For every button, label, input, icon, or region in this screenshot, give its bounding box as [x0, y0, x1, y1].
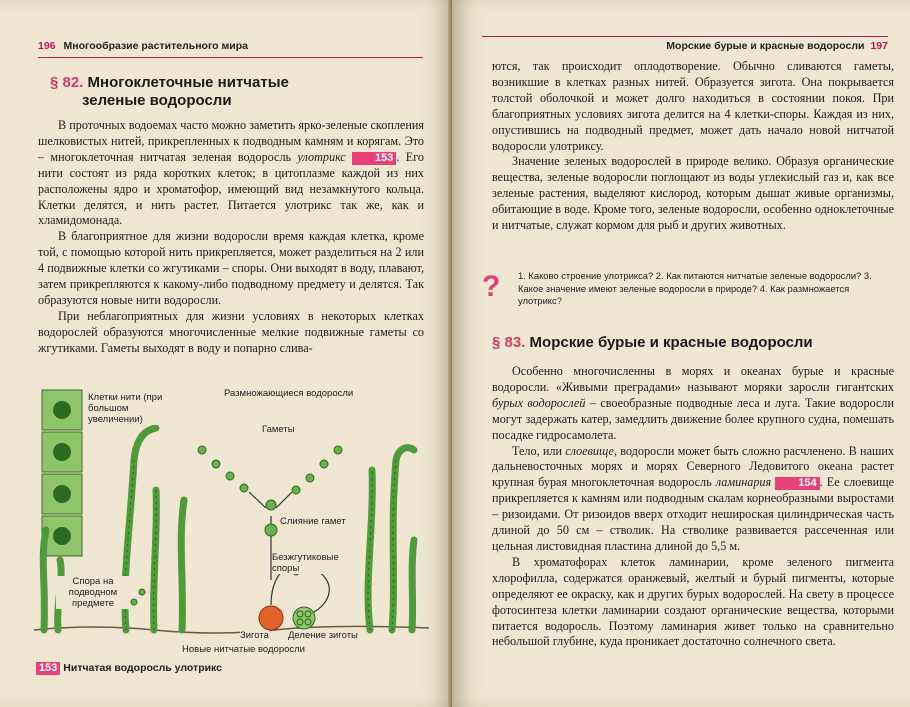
figure-ref-154[interactable]: 154 — [775, 477, 819, 490]
caption-figure-number: 153 — [36, 662, 60, 675]
term-brown-algae: бурых водорослей — [492, 395, 586, 410]
right-head-text: Морские бурые и красные водоросли — [666, 40, 865, 52]
question-mark-icon: ? — [482, 270, 501, 303]
p4-text-a: Тело, или — [512, 443, 566, 458]
left-paragraph-1 — [38, 118, 424, 229]
section-82-title — [50, 74, 289, 110]
left-page-number: 196 — [38, 40, 56, 52]
p3-text-a: Особенно многочисленны в морях и океанах бурые и красные водоросли. «Живыми преградами» называют моряки заросли гигантских — [492, 364, 894, 394]
review-questions: 1. Каково строение улотрикса? 2. Как питаются нитчатые зеленые водоросли? 3. Какое значение имеют зеленые водоросли в природе? 4. Как размножается улотрикс? — [518, 270, 872, 307]
right-paragraph-3 — [492, 364, 894, 444]
zygote — [259, 606, 283, 630]
figure-153-caption — [36, 662, 222, 675]
label-spore-on-object: Спора на подводном предмете — [56, 576, 130, 609]
right-page-number: 197 — [870, 40, 888, 52]
p4-text-c: . Ее слоевище прикрепляется к камням или подводным скалам корнеобразными выростами – ризоидами. От ризоидов вверх отходит нешироская цилиндрическая часть длиной до 50 см – стволик. На стволике развивается рассеченная или цельная листовидная пластина длиной до 5,5 м. — [492, 475, 894, 553]
section-83-number: § 83. — [492, 334, 526, 351]
section-83-title — [492, 334, 813, 352]
section-82-number: § 82. — [50, 74, 84, 91]
term-laminaria: ламинария — [715, 475, 772, 490]
right-paragraph-5: В хроматофорах клеток ламинарии, кроме зеленого пигмента хлорофилла, содержатся оранжевый, желтый и бурый пигменты, которые определяют ее окраску, как и других бурых водорослей. На свету в процессе фотосинтеза клетки ламинарии создают органические вещества, которыми питается водоросль. Поэтому ламинария живет только на сравнительно небольшой глубине, куда проникает достаточно солнечного света. — [492, 554, 894, 649]
label-zygote-division: Деление зиготы — [288, 630, 358, 641]
figure-ref-153[interactable]: 153 — [352, 152, 396, 165]
right-paragraph-4 — [492, 444, 894, 555]
section-82-title-line2: зеленые водоросли — [82, 92, 232, 109]
caption-text: Нитчатая водоросль улотрикс — [63, 662, 223, 674]
gametes — [198, 446, 342, 494]
p1-text-a: В проточных водоемах часто можно заметить ярко-зеленые скопления шелковистых нитей, прикрепленных к подводным камням и корягам. Это – многоклеточная нитчатая зеленая водоросль — [38, 118, 424, 164]
right-paragraph-2: Значение зеленых водорослей в природе велико. Образуя органические вещества, зеленые водоросли поглощают из воды углекислый газ и, как все зеленые растения, выделяют кислород, которым дышат живые организмы, обитающие в воде. Кроме того, зеленые водоросли, особенно одноклеточные и нитчатые, служат кормом для рыб и других животных. — [492, 154, 894, 233]
term-thallus: слоевище — [565, 443, 614, 458]
left-paragraph-2: В благоприятное для жизни водоросли время каждая клетка, кроме той, с помощью которой нить прикрепляется, может разделиться на 2 или 4 подвижные клетки со жгутиками – споры. Они выходят в воду, плавают, затем прикрепляются к какому-либо подводному предмету и делятся. Так образуются новые нити водоросли. — [38, 229, 424, 307]
label-enlarged-cells: Клетки нити (при большом увеличении) — [88, 392, 166, 425]
right-head-rule — [482, 36, 888, 37]
p3-text-b: – своеобразные подводные леса и луга. Такие водоросли могут задержать катер, замедлить движение более крупного судна, помешать посадке гидросамолета. — [492, 395, 895, 442]
right-body-top — [492, 59, 894, 234]
label-new-threads: Новые нитчатые водоросли — [182, 644, 305, 655]
left-running-head — [38, 40, 248, 52]
p1-text-b: . Его нити состоят из ряда коротких клеток; в цитоплазме каждой из них расположены ядро и хроматофор, имеющий вид незамкнутого кольца. Клетки делятся, и нить растет. Питается улотрикс так же, как и хламидомонада. — [38, 149, 425, 228]
figure-153 — [34, 380, 429, 655]
label-reproducing-algae: Размножающиеся водоросли — [224, 388, 354, 399]
left-body-text — [38, 118, 424, 357]
right-running-head — [666, 40, 888, 52]
right-body-bottom — [492, 364, 894, 650]
left-paragraph-3: При неблагоприятных для жизни условиях в некоторых клетках водорослей образуются многочисленные мелкие подвижные гаметы со жгутиками. Гаметы выходят в воду и попарно слива- — [38, 308, 424, 355]
label-gametes: Гаметы — [262, 424, 295, 435]
left-page — [0, 0, 452, 707]
zygote-division — [293, 607, 315, 629]
filament-cell-marks — [125, 460, 396, 630]
label-zygote: Зигота — [240, 630, 269, 641]
term-ulothrix: улотрикс — [297, 149, 346, 164]
right-paragraph-1: ются, так происходит оплодотворение. Обычно сливаются гаметы, возникшие в клетках разных нитей. Образуется зигота. Она покрывается толстой оболочкой и может долго находиться в состоянии покоя. При благоприятных условиях зигота делится на 4 клетки-споры. Каждая из них, опустившись на подводный предмет, может дать начало новой нитчатой водоросли улотриксу. — [492, 59, 894, 153]
label-spores: Безжгутиковые споры — [272, 552, 352, 574]
label-gamete-fusion: Слияние гамет — [280, 516, 346, 527]
left-head-rule — [38, 57, 423, 58]
section-82-title-line1: Многоклеточные нитчатые — [87, 74, 289, 91]
section-83-title-text: Морские бурые и красные водоросли — [529, 334, 813, 351]
left-head-text: Многообразие растительного мира — [63, 40, 248, 52]
p4-text-b: , водоросли может быть сложно расчленено. В наших дальневосточных морях и морях Северного Ледовитого океана растет крупная бурая многоклеточная водоросль — [492, 443, 894, 490]
